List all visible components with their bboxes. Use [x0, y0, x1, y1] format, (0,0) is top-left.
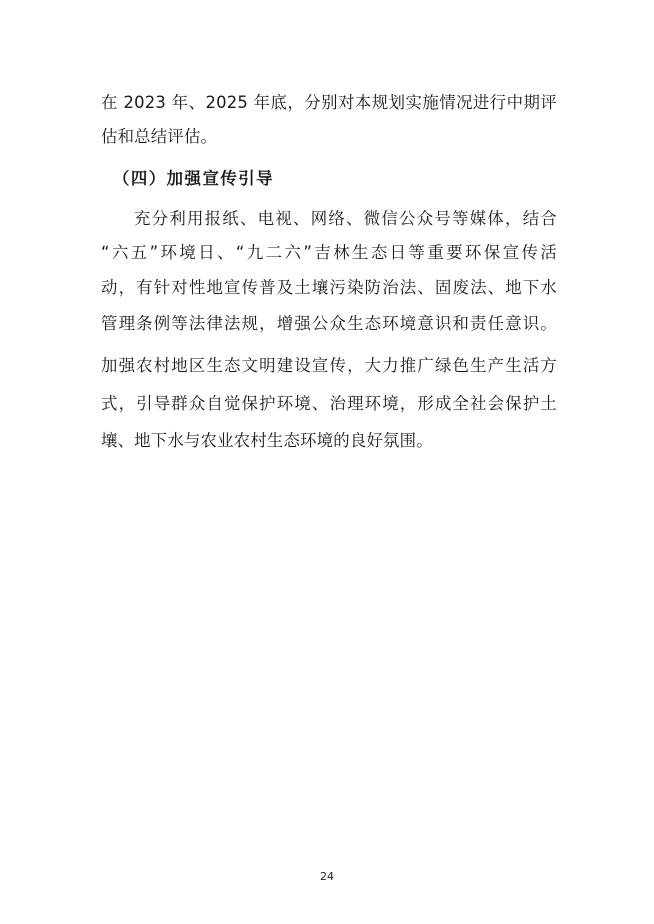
paragraph-2-line-6: 式，引导群众自觉保护环境、治理环境，形成全社会保护土 [101, 394, 557, 413]
paragraph-2-line-4: 管理条例等法律法规，增强公众生态环境意识和责任意识。 [101, 314, 557, 333]
paragraph-2-line-3: 动，有针对性地宣传普及土壤污染防治法、固废法、地下水 [101, 278, 557, 297]
paragraph-2-line-5: 加强农村地区生态文明建设宣传，大力推广绿色生产生活方 [101, 356, 557, 375]
page-number: 24 [320, 870, 334, 883]
paragraph-2-line-2: “六五”环境日、“九二六”吉林生态日等重要环保宣传活 [101, 243, 557, 262]
section-heading: （四）加强宣传引导 [113, 169, 275, 188]
paragraph-2-line-1: 充分利用报纸、电视、网络、微信公众号等媒体，结合 [134, 209, 557, 228]
paragraph-1-line-2: 估和总结评估。 [101, 127, 218, 146]
paragraph-1-line-1: 在 2023 年、2025 年底，分别对本规划实施情况进行中期评 [101, 93, 557, 112]
paragraph-2-line-7: 壤、地下水与农业农村生态环境的良好氛围。 [101, 431, 433, 450]
